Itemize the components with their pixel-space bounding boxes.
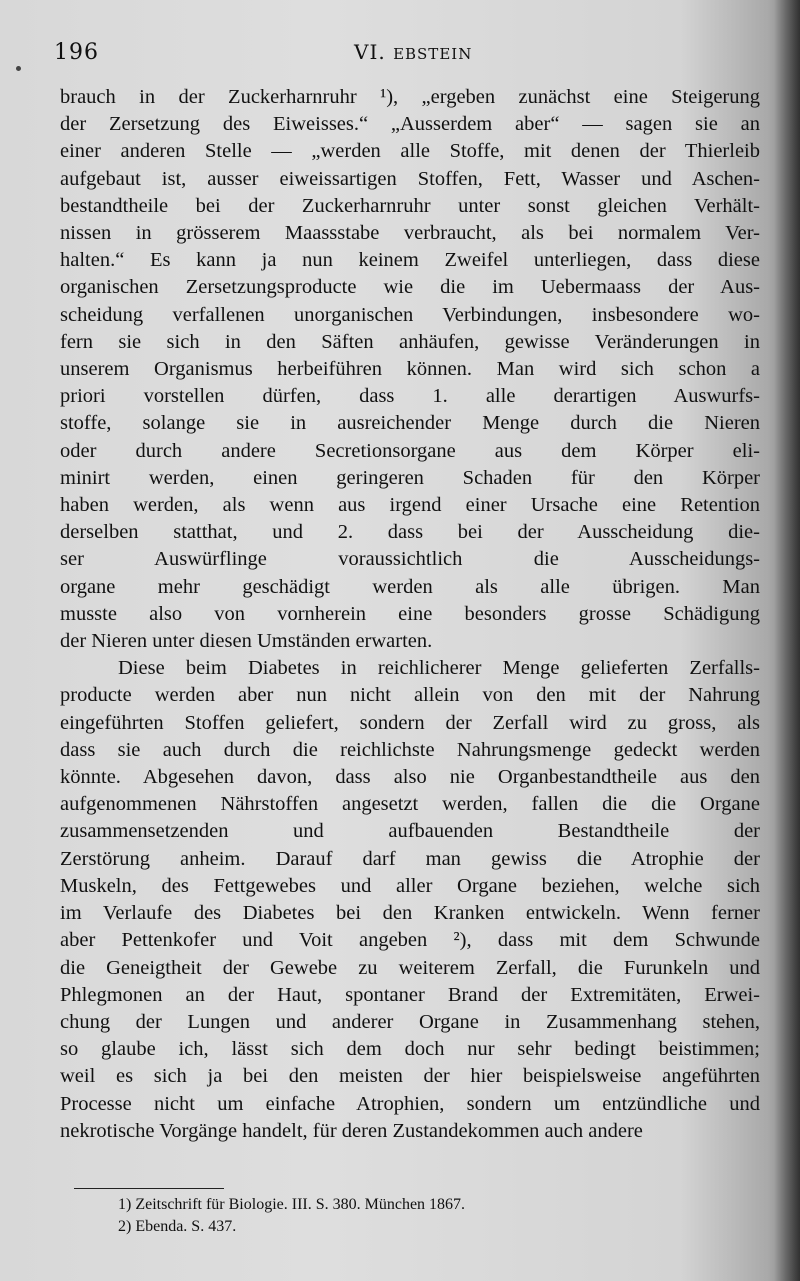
text-line: zusammensetzenden und aufbauenden Bestandtheile der [60,820,760,843]
footnote-1: 1) Zeitschrift für Biologie. III. S. 380. München 1867. [118,1196,466,1213]
running-title-author: EBSTEIN [393,45,473,63]
text-line: fern sie sich in den Säften anhäufen, gewisse Veränderungen in [60,330,760,353]
text-line: organischen Zersetzungsproducte wie die im Uebermaass der Aus- [60,276,760,299]
text-line: im Verlaufe des Diabetes bei den Kranken entwickeln. Wenn ferner [60,902,760,925]
text-line: nekrotische Vorgänge handelt, für deren Zustandekommen auch andere [60,1119,643,1142]
text-line: organe mehr geschädigt werden als alle übrigen. Man [60,575,760,598]
text-line: chung der Lungen und anderer Organe in Zusammenhang stehen, [60,1010,760,1033]
text-line: ser Auswürflinge voraussichtlich die Ausscheidungs- [60,548,760,571]
text-line: nissen in grösserem Maassstabe verbraucht, als bei normalem Ver- [60,222,760,245]
footnotes [118,1194,718,1238]
text-line: weil es sich ja bei den meisten der hier beispielsweise angeführten [60,1065,760,1088]
text-line: bestandtheile bei der Zuckerharnruhr unter sonst gleichen Verhält- [60,194,760,217]
text-line: musste also von vornherein eine besonders grosse Schädigung [60,602,760,625]
text-line: stoffe, solange sie in ausreichender Menge durch die Nieren [60,412,760,435]
footnote-divider [74,1188,224,1189]
text-line: Muskeln, des Fettgewebes und aller Organe beziehen, welche sich [60,874,760,897]
text-line: unserem Organismus herbeiführen können. Man wird sich schon a [60,358,760,381]
running-title-prefix: VI. [354,40,394,64]
text-line: scheidung verfallenen unorganischen Verbindungen, insbesondere wo- [60,303,760,326]
text-line: die Geneigtheit der Gewebe zu weiterem Zerfall, die Furunkeln und [60,956,760,979]
text-line: producte werden aber nun nicht allein von den mit der Nahrung [60,684,760,707]
book-spine-shadow [774,0,800,1281]
page-header [48,36,748,76]
text-line: haben werden, als wenn aus irgend einer Ursache eine Retention [60,494,760,517]
running-title [354,40,472,64]
text-line: Phlegmonen an der Haut, spontaner Brand der Extremitäten, Erwei- [60,983,760,1006]
text-line: Zerstörung anheim. Darauf darf man gewiss die Atrophie der [60,847,760,870]
page-number: 196 [54,40,99,65]
text-line: der Zersetzung des Eiweisses.“ „Ausserdem aber“ — sagen sie an [60,113,760,136]
text-line: brauch in der Zuckerharnruhr ¹), „ergeben zunächst eine Steigerung [60,86,760,108]
text-line: halten.“ Es kann ja nun keinem Zweifel unterliegen, dass diese [60,249,760,272]
text-line: oder durch andere Secretionsorgane aus dem Körper eli- [60,439,760,462]
text-line: Diese beim Diabetes in reichlicherer Menge gelieferten Zerfalls- [118,657,760,680]
text-line: aufgebaut ist, ausser eiweissartigen Stoffen, Fett, Wasser und Aschen- [60,167,760,190]
text-line: könnte. Abgesehen davon, dass also nie Organbestandtheile aus den [60,766,760,789]
text-line: so glaube ich, lässt sich dem doch nur sehr bedingt beistimmen; [60,1038,760,1061]
text-line: minirt werden, einen geringeren Schaden für den Körper [60,466,760,489]
text-line: derselben statthat, und 2. dass bei der Ausscheidung die- [60,521,760,544]
text-line: aber Pettenkofer und Voit angeben ²), dass mit dem Schwunde [60,929,760,952]
text-line: aufgenommenen Nährstoffen angesetzt werden, fallen die die Organe [60,793,760,816]
body-text [60,84,760,1145]
text-line: eingeführten Stoffen geliefert, sondern der Zerfall wird zu gross, als [60,711,760,734]
footnote-2: 2) Ebenda. S. 437. [118,1218,237,1235]
text-line: priori vorstellen dürfen, dass 1. alle derartigen Auswurfs- [60,385,760,408]
text-line: der Nieren unter diesen Umständen erwarten. [60,630,433,653]
text-line: Processe nicht um einfache Atrophien, sondern um entzündliche und [60,1092,760,1115]
text-line: dass sie auch durch die reichlichste Nahrungsmenge gedeckt werden [60,738,760,761]
paragraph-1 [60,84,760,655]
page-speck [16,66,21,71]
paragraph-2 [60,655,760,1145]
text-line: einer anderen Stelle — „werden alle Stoffe, mit denen der Thierleib [60,140,760,163]
